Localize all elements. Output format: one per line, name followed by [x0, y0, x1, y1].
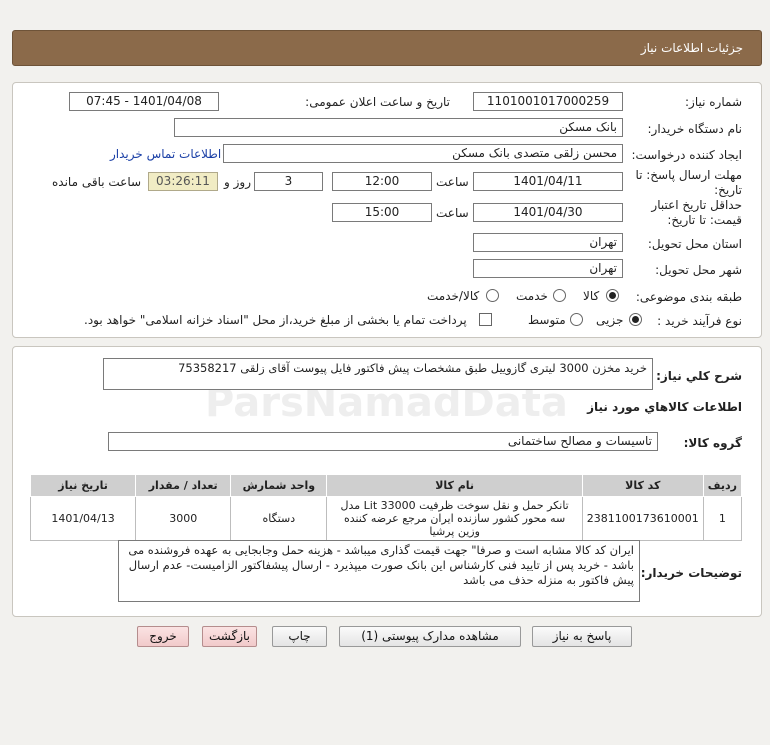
col-code: کد کالا — [582, 475, 703, 497]
treasury-payment-checkbox[interactable] — [479, 313, 492, 326]
province-label: استان محل تحویل: — [647, 237, 742, 251]
cell-code: 2381100173610001 — [582, 497, 703, 541]
validity-date-field: 1401/04/30 — [473, 203, 623, 222]
province-field: تهران — [473, 233, 623, 252]
goods-group-label: گروه کالا: — [683, 436, 742, 450]
col-date: تاریخ نیاز — [31, 475, 136, 497]
col-qty: تعداد / مقدار — [136, 475, 231, 497]
city-field: تهران — [473, 259, 623, 278]
summary-label: شرح کلي نياز: — [656, 369, 742, 383]
category-option-service: خدمت — [516, 289, 548, 303]
announce-date-label: تاریخ و ساعت اعلان عمومی: — [305, 95, 450, 109]
category-label: طبقه بندی موضوعی: — [635, 290, 742, 304]
summary-text-box: خرید مخزن 3000 لیتری گازوییل طبق مشخصات پیش فاکتور فایل پیوست آقای زلقی 75358217 — [103, 358, 653, 390]
process-radio-medium[interactable] — [570, 313, 583, 326]
announce-date-field: 1401/04/08 - 07:45 — [69, 92, 219, 111]
treasury-payment-note: پرداخت تمام یا بخشی از مبلغ خرید،از محل "اسناد خزانه اسلامی" خواهد بود. — [84, 313, 467, 327]
cell-date: 1401/04/13 — [31, 497, 136, 541]
table-row — [31, 497, 742, 541]
buyer-org-label: نام دستگاه خریدار: — [647, 122, 742, 136]
category-radio-goods[interactable] — [606, 289, 619, 302]
cell-row: 1 — [703, 497, 741, 541]
attachments-button[interactable]: مشاهده مدارک پیوستی (1) — [339, 626, 521, 647]
process-type-label: نوع فرآیند خرید : — [657, 314, 742, 328]
cell-name: تانکر حمل و نقل سوخت ظرفیت Lit 33000 مدل سه محور کشور سازنده ایران مرجع عرضه کننده وزین پرشیا — [327, 497, 582, 541]
page-title: جزئیات اطلاعات نیاز — [640, 41, 743, 55]
process-radio-minor[interactable] — [629, 313, 642, 326]
validity-time-field: 15:00 — [332, 203, 432, 222]
category-option-goods-service: کالا/خدمت — [427, 289, 480, 303]
goods-table — [30, 474, 742, 541]
city-label: شهر محل تحویل: — [655, 263, 742, 277]
deadline-label: مهلت ارسال پاسخ: تا — [635, 168, 742, 182]
goods-group-field: تاسیسات و مصالح ساختمانی — [108, 432, 658, 451]
deadline-date-field: 1401/04/11 — [473, 172, 623, 191]
category-radio-goods-service[interactable] — [486, 289, 499, 302]
need-number-label: شماره نیاز: — [685, 95, 742, 109]
validity-time-label: ساعت — [436, 206, 469, 220]
col-unit: واحد شمارش — [231, 475, 327, 497]
category-radio-service[interactable] — [553, 289, 566, 302]
buyer-notes-label: توضیحات خریدار: — [640, 566, 742, 580]
col-name: نام کالا — [327, 475, 582, 497]
print-button[interactable]: چاپ — [272, 626, 327, 647]
requester-label: ایجاد کننده درخواست: — [631, 148, 742, 162]
process-option-medium: متوسط — [528, 313, 566, 327]
days-field: 3 — [254, 172, 323, 191]
exit-button[interactable]: خروج — [137, 626, 189, 647]
back-button[interactable]: بازگشت — [202, 626, 257, 647]
deadline-label-2: تاریخ: — [714, 183, 742, 197]
col-row: ردیف — [703, 475, 741, 497]
buyer-org-field: بانک مسکن — [174, 118, 623, 137]
deadline-time-label: ساعت — [436, 175, 469, 189]
reply-button[interactable]: پاسخ به نیاز — [532, 626, 632, 647]
validity-label: حداقل تاریخ اعتبار — [651, 198, 742, 212]
days-label: روز و — [224, 175, 251, 189]
goods-table-header — [31, 475, 742, 497]
category-option-goods: کالا — [583, 289, 600, 303]
buyer-notes-box: ایران کد کالا مشابه است و صرفا" جهت قیمت گذاری میباشد - هزینه حمل وجابجایی به عهده فروشنده می باشد - خرید پس از تایید فنی کارشناس این بانک صورت میپذیرد - ارسال پیشفاکتور الزامیست- عدم ارسال پیش فاکتور به منزله حذف می باشد — [118, 540, 640, 602]
cell-qty: 3000 — [136, 497, 231, 541]
remaining-time-label: ساعت باقی مانده — [52, 175, 142, 189]
need-number-field: 1101001017000259 — [473, 92, 623, 111]
process-option-minor: جزیی — [596, 313, 624, 327]
remaining-time-field: 03:26:11 — [148, 172, 218, 191]
buyer-contact-link[interactable]: اطلاعات تماس خریدار — [110, 147, 222, 161]
cell-unit: دستگاه — [231, 497, 327, 541]
requester-field: محسن زلقی متصدی بانک مسکن — [223, 144, 623, 163]
goods-section-title: اطلاعات کالاهاي مورد نياز — [587, 400, 742, 414]
validity-label-2: قیمت: تا تاریخ: — [667, 213, 742, 227]
deadline-time-field: 12:00 — [332, 172, 432, 191]
page-header — [12, 30, 762, 66]
